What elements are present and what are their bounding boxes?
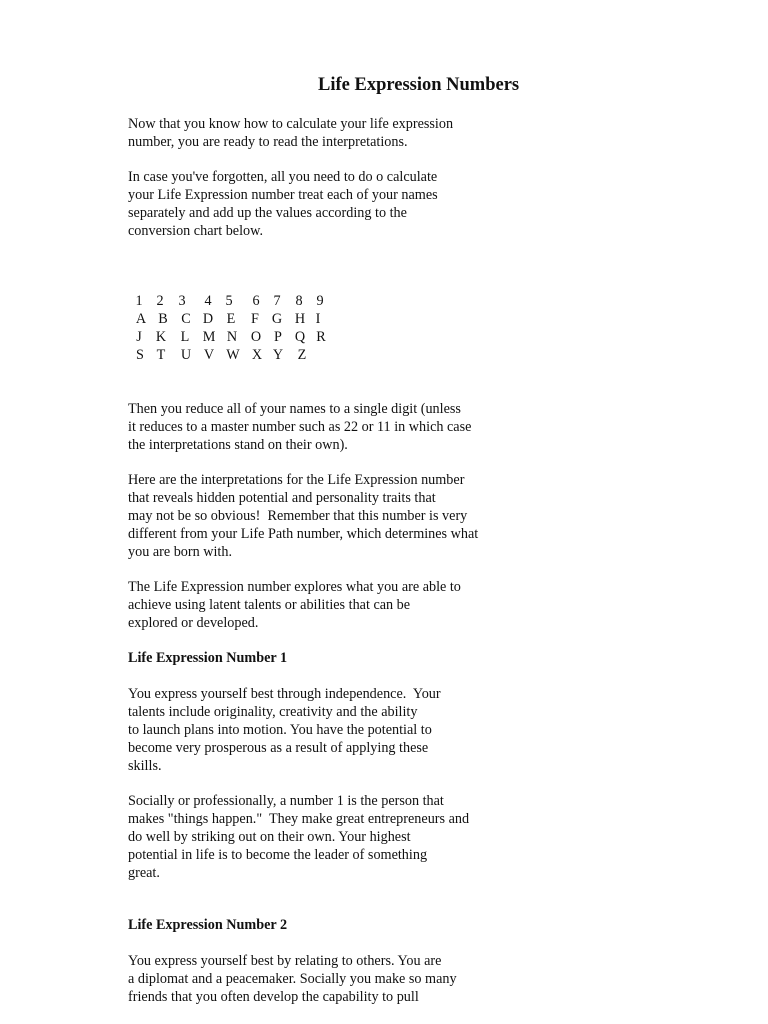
chart-cell: 4 [204,293,212,309]
chart-row-letters-j-r [0,329,400,347]
chart-cell: Y [272,347,284,363]
paragraph-reduce [128,400,471,454]
paragraph-number2-relating [128,952,457,1006]
text-line: conversion chart below. [128,223,263,239]
text-line: You express yourself best through independence. Your [128,686,441,702]
text-line: potential in life is to become the leader of something [128,847,428,863]
chart-cell: W [226,347,240,363]
chart-cell: R [316,329,326,345]
chart-cell: S [136,347,144,363]
text-line: different from your Life Path number, which determines what [128,526,479,542]
chart-cell: J [136,329,142,345]
chart-cell: V [203,347,215,363]
chart-cell: 8 [295,293,303,309]
chart-cell: N [226,329,238,345]
paragraph-number1-talents [128,685,441,775]
chart-cell: M [202,329,216,345]
heading-life-expression-2: Life Expression Number 2 [128,917,288,933]
text-line: you are born with. [128,544,233,560]
chart-cell: 7 [273,293,281,309]
paragraph-interpretations [128,471,478,561]
paragraph-explores [128,578,461,632]
chart-cell: P [274,329,282,345]
chart-cell: T [156,347,166,363]
heading-life-expression-1: Life Expression Number 1 [128,650,288,666]
text-line: may not be so obvious! Remember that this number is very [128,508,468,524]
text-line: The Life Expression number explores what you are able to [128,579,461,595]
text-line: Socially or professionally, a number 1 is the person that [128,793,444,809]
text-line: do well by striking out on their own. Your highest [128,829,411,845]
text-line: it reduces to a master number such as 22 or 11 in which case [128,419,472,435]
chart-cell: 6 [252,293,260,309]
text-line: achieve using latent talents or abilities that can be [128,597,411,613]
chart-cell: Q [294,329,306,345]
chart-cell: U [180,347,192,363]
chart-cell: I [315,311,321,327]
chart-cell: F [251,311,259,327]
text-line: In case you've forgotten, all you need to do o calculate [128,169,438,185]
chart-cell: 1 [135,293,143,309]
chart-row-letters-s-z [0,347,400,365]
text-line: separately and add up the values according to the [128,205,407,221]
chart-row-letters-a-i [0,311,400,329]
chart-cell: L [180,329,190,345]
paragraph-intro [128,115,453,151]
chart-cell: Z [297,347,307,363]
text-line: the interpretations stand on their own). [128,437,348,453]
chart-cell: H [294,311,306,327]
text-line: You express yourself best by relating to others. You are [128,953,442,969]
chart-cell: A [135,311,147,327]
chart-cell: 3 [178,293,186,309]
text-line: Here are the interpretations for the Life Expression number [128,472,465,488]
page-title: Life Expression Numbers [318,75,520,95]
chart-cell: B [158,311,168,327]
chart-cell: X [251,347,263,363]
text-line: to launch plans into motion. You have the potential to [128,722,432,738]
text-line: Then you reduce all of your names to a single digit (unless [128,401,461,417]
chart-cell: O [250,329,262,345]
chart-row-digits [0,293,400,311]
chart-cell: E [226,311,236,327]
text-line: talents include originality, creativity and the ability [128,704,418,720]
chart-cell: 5 [225,293,233,309]
text-line: that reveals hidden potential and personality traits that [128,490,436,506]
chart-cell: 9 [316,293,324,309]
chart-cell: D [202,311,214,327]
text-line: your Life Expression number treat each of your names [128,187,438,203]
text-line: makes "things happen." They make great entrepreneurs and [128,811,470,827]
chart-cell: G [271,311,283,327]
text-line: Now that you know how to calculate your life expression [128,116,454,132]
conversion-chart [0,293,400,369]
paragraph-number1-social [128,792,469,882]
chart-cell: C [181,311,191,327]
text-line: become very prosperous as a result of applying these [128,740,429,756]
text-line: great. [128,865,160,881]
text-line: a diplomat and a peacemaker. Socially you make so many [128,971,457,987]
paragraph-forgotten [128,168,438,240]
text-line: number, you are ready to read the interpretations. [128,134,408,150]
chart-cell: 2 [156,293,164,309]
chart-cell: K [155,329,167,345]
text-line: explored or developed. [128,615,259,631]
text-line: friends that you often develop the capability to pull [128,989,419,1005]
text-line: skills. [128,758,162,774]
